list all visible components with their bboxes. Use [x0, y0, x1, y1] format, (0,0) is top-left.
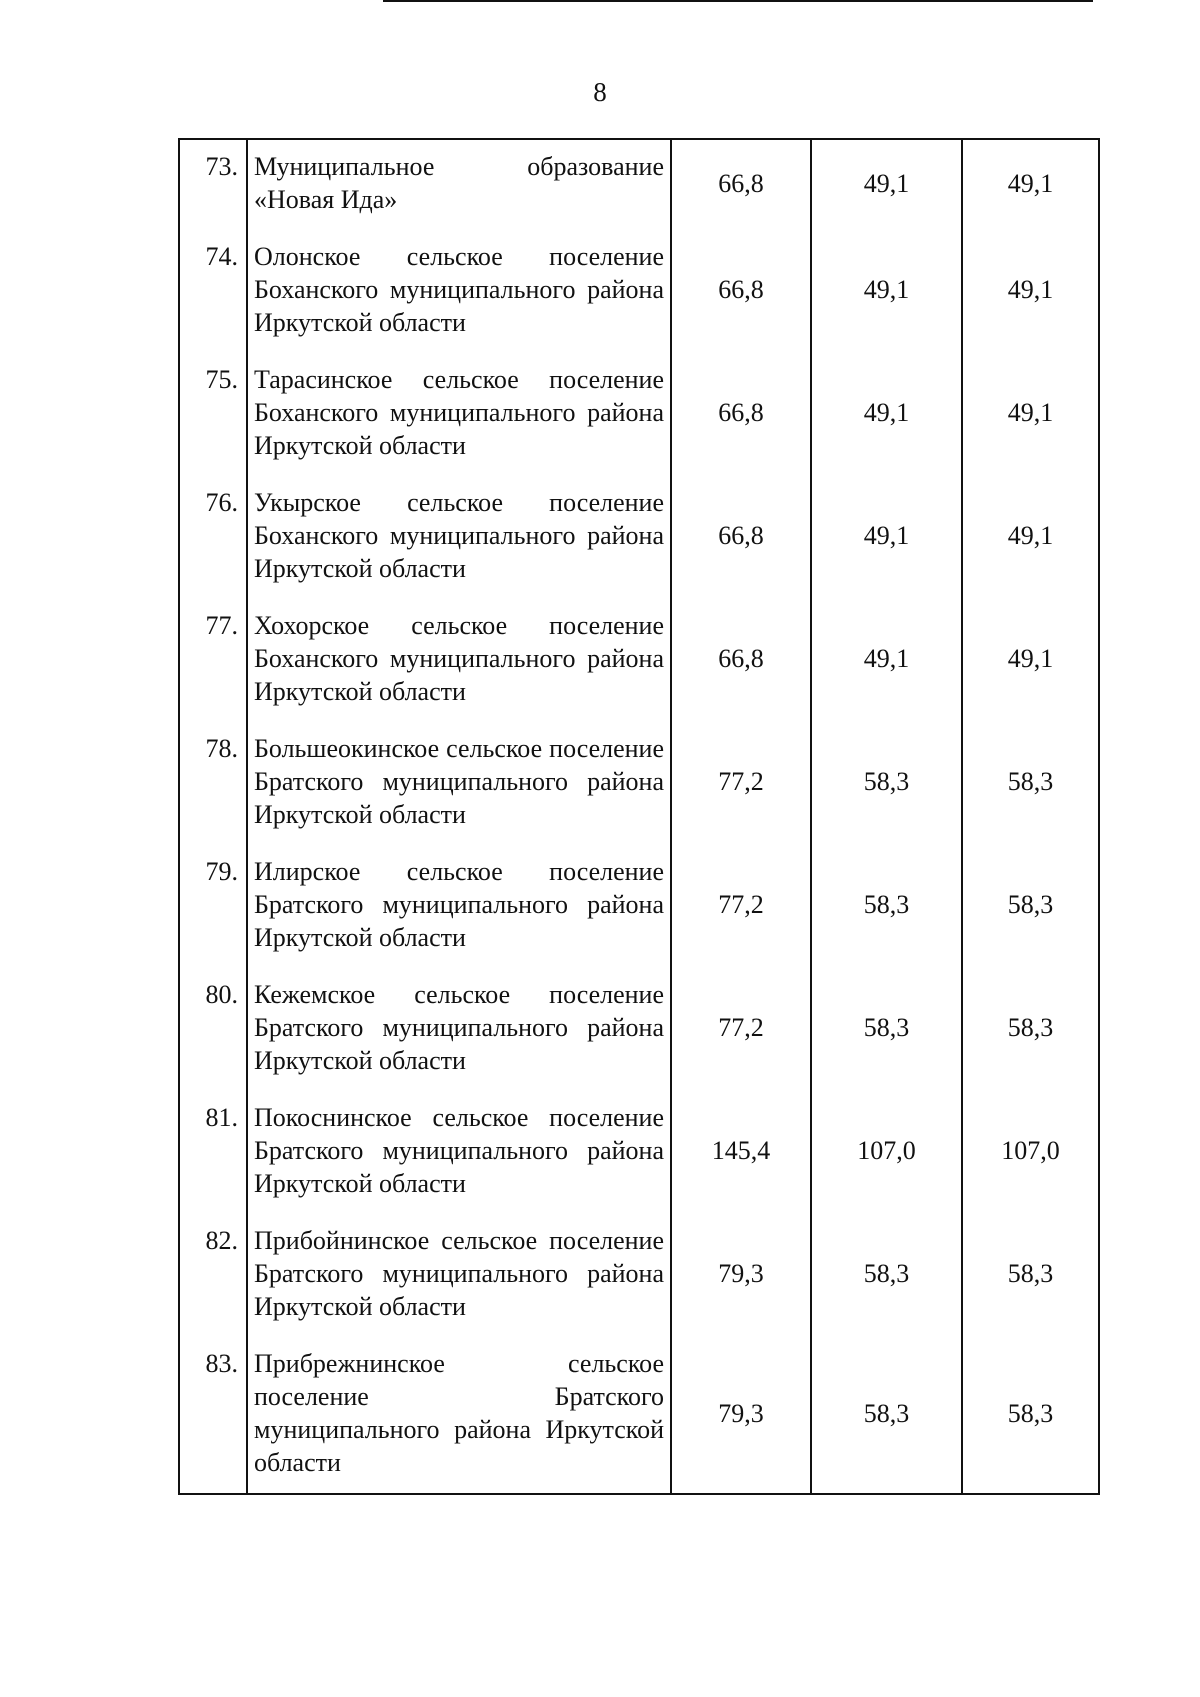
value-1-cell: [671, 1091, 811, 1214]
value-3: 58,3: [1007, 1013, 1054, 1042]
municipality-name-cell: [247, 1214, 671, 1337]
table-row: [179, 1214, 1099, 1337]
row-number: 78.: [205, 734, 238, 763]
value-1-cell: [671, 230, 811, 353]
value-1: 77,2: [718, 1013, 764, 1042]
municipality-name: Илирское сельское поселение Братского муниципального района Иркутской области: [254, 857, 664, 952]
table-row: [179, 968, 1099, 1091]
value-2-cell: [811, 1091, 962, 1214]
row-number: 77.: [205, 611, 238, 640]
municipality-name-cell: [247, 353, 671, 476]
table-row: [179, 722, 1099, 845]
value-3: 58,3: [1007, 767, 1054, 796]
value-1: 79,3: [718, 1398, 764, 1428]
municipality-name-cell: [247, 968, 671, 1091]
value-2: 49,1: [863, 644, 910, 673]
municipality-name: Укырское сельское поселение Боханского муниципального района Иркутской области: [254, 488, 664, 583]
value-1-cell: [671, 845, 811, 968]
row-number-cell: [179, 1091, 247, 1214]
row-number: 80.: [205, 980, 238, 1009]
row-number: 82.: [205, 1226, 238, 1255]
value-1-cell: [671, 139, 811, 230]
value-2-cell: [811, 139, 962, 230]
value-1: 66,8: [718, 168, 764, 198]
value-3-cell: [962, 476, 1099, 599]
value-3-cell: [962, 139, 1099, 230]
value-2-cell: [811, 722, 962, 845]
value-3: 107,0: [1001, 1136, 1060, 1165]
municipality-name-cell: [247, 1091, 671, 1214]
value-3-cell: [962, 1091, 1099, 1214]
table-row: [179, 1337, 1099, 1494]
value-3: 49,1: [1007, 168, 1054, 198]
value-1: 66,8: [718, 644, 764, 673]
value-1: 66,8: [718, 521, 764, 550]
table-row: [179, 230, 1099, 353]
value-2-cell: [811, 968, 962, 1091]
value-1: 77,2: [718, 767, 764, 796]
value-3-cell: [962, 968, 1099, 1091]
table-row: [179, 476, 1099, 599]
row-number: 75.: [205, 365, 238, 394]
row-number-cell: [179, 722, 247, 845]
value-1-cell: [671, 599, 811, 722]
row-number-cell: [179, 353, 247, 476]
value-1-cell: [671, 968, 811, 1091]
row-number: 73.: [205, 152, 238, 181]
row-number-cell: [179, 139, 247, 230]
row-number-cell: [179, 476, 247, 599]
value-3: 49,1: [1007, 521, 1054, 550]
value-1-cell: [671, 1337, 811, 1494]
value-2: 49,1: [863, 398, 910, 427]
value-2-cell: [811, 1214, 962, 1337]
municipality-name-cell: [247, 476, 671, 599]
value-3: 58,3: [1007, 890, 1054, 919]
value-3-cell: [962, 845, 1099, 968]
municipality-name: Тарасинское сельское поселение Боханского муниципального района Иркутской области: [254, 365, 664, 460]
row-number-cell: [179, 1214, 247, 1337]
municipality-name: Покоснинское сельское поселение Братского муниципального района Иркутской области: [254, 1103, 664, 1198]
row-number: 83.: [205, 1349, 238, 1378]
municipality-name-cell: [247, 845, 671, 968]
value-1-cell: [671, 1214, 811, 1337]
value-3-cell: [962, 722, 1099, 845]
page-number: 8: [593, 77, 607, 107]
value-2: 58,3: [863, 767, 910, 796]
value-3-cell: [962, 353, 1099, 476]
value-2: 49,1: [863, 168, 910, 198]
municipality-name: Хохорское сельское поселение Боханского муниципального района Иркутской области: [254, 611, 664, 706]
table-row: [179, 845, 1099, 968]
row-number-cell: [179, 968, 247, 1091]
value-2: 58,3: [863, 1398, 910, 1428]
value-3: 58,3: [1007, 1259, 1054, 1288]
value-2: 107,0: [857, 1136, 916, 1165]
row-number: 76.: [205, 488, 238, 517]
value-2-cell: [811, 599, 962, 722]
municipality-name-cell: [247, 1337, 671, 1494]
municipality-name: Прибрежнинское сельское поселение Братского муниципального района Иркутской области: [254, 1349, 664, 1477]
value-2: 49,1: [863, 521, 910, 550]
row-number-cell: [179, 845, 247, 968]
municipality-name: Муниципальное образование «Новая Ида»: [254, 152, 664, 214]
municipality-name: Прибойнинское сельское поселение Братского муниципального района Иркутской области: [254, 1226, 664, 1321]
value-3: 58,3: [1007, 1398, 1054, 1428]
value-2: 58,3: [863, 1013, 910, 1042]
municipality-name-cell: [247, 230, 671, 353]
value-1: 66,8: [718, 398, 764, 427]
municipality-name-cell: [247, 599, 671, 722]
value-1: 66,8: [718, 275, 764, 304]
value-3: 49,1: [1007, 398, 1054, 427]
value-2: 58,3: [863, 1259, 910, 1288]
value-3-cell: [962, 1214, 1099, 1337]
table-row: [179, 599, 1099, 722]
table-body: [179, 139, 1099, 1494]
municipality-name: Кежемское сельское поселение Братского муниципального района Иркутской области: [254, 980, 664, 1075]
value-1-cell: [671, 476, 811, 599]
data-table: [178, 138, 1100, 1495]
value-1: 77,2: [718, 890, 764, 919]
value-1-cell: [671, 722, 811, 845]
value-2: 49,1: [863, 275, 910, 304]
row-number-cell: [179, 1337, 247, 1494]
top-rule: [383, 0, 1093, 2]
value-2-cell: [811, 1337, 962, 1494]
value-2-cell: [811, 476, 962, 599]
value-3-cell: [962, 230, 1099, 353]
table-row: [179, 139, 1099, 230]
row-number: 81.: [205, 1103, 238, 1132]
value-3-cell: [962, 1337, 1099, 1494]
row-number-cell: [179, 599, 247, 722]
value-2: 58,3: [863, 890, 910, 919]
value-1-cell: [671, 353, 811, 476]
value-1: 145,4: [711, 1136, 771, 1165]
row-number: 74.: [205, 242, 238, 271]
value-3: 49,1: [1007, 275, 1054, 304]
municipality-name: Олонское сельское поселение Боханского муниципального района Иркутской области: [254, 242, 664, 337]
value-3: 49,1: [1007, 644, 1054, 673]
value-2-cell: [811, 845, 962, 968]
value-2-cell: [811, 230, 962, 353]
value-2-cell: [811, 353, 962, 476]
municipality-name: Большеокинское сельское поселение Братского муниципального района Иркутской области: [254, 734, 664, 829]
value-1: 79,3: [718, 1259, 764, 1288]
row-number-cell: [179, 230, 247, 353]
table-row: [179, 1091, 1099, 1214]
value-3-cell: [962, 599, 1099, 722]
row-number: 79.: [205, 857, 238, 886]
municipality-name-cell: [247, 139, 671, 230]
table-row: [179, 353, 1099, 476]
municipality-name-cell: [247, 722, 671, 845]
